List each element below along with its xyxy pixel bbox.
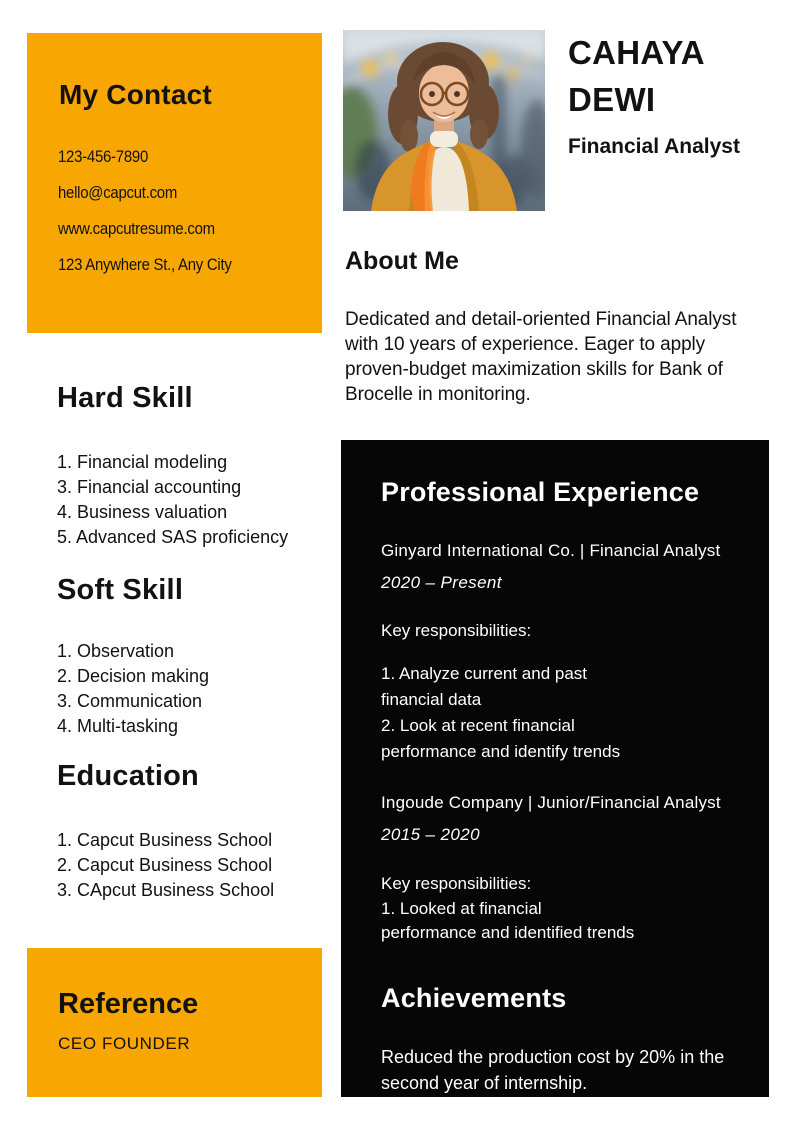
job-title: Financial Analyst <box>568 135 740 158</box>
list-item: 1. Capcut Business School <box>57 829 273 850</box>
soft-skill-title: Soft Skill <box>57 574 184 606</box>
first-name: CAHAYA <box>568 34 705 71</box>
company-line: Ginyard International Co. | Financial Analyst <box>381 541 721 561</box>
list-item: 3. Communication <box>57 690 203 711</box>
responsibility-line: performance and identify trends <box>381 742 621 762</box>
contact-website: www.capcutresume.com <box>58 219 215 238</box>
list-item: 4. Multi-tasking <box>57 715 179 736</box>
contact-list <box>58 147 322 291</box>
employment-period: 2015 – 2020 <box>381 825 480 845</box>
responsibilities-list <box>381 897 753 945</box>
list-item: 2. Decision making <box>57 665 210 686</box>
responsibility-line: financial data <box>381 690 482 710</box>
education-section <box>57 759 274 903</box>
soft-skill-list <box>57 639 209 739</box>
name-block <box>568 29 740 159</box>
about-title: About Me <box>345 247 459 275</box>
list-item: 2. Capcut Business School <box>57 854 273 875</box>
responsibilities-label: Key responsibilities: <box>381 621 532 641</box>
soft-skill-section <box>57 573 209 739</box>
contact-phone: 123-456-7890 <box>58 147 149 166</box>
responsibilities-list <box>381 661 753 765</box>
contact-card <box>27 33 322 333</box>
achievements-title: Achievements <box>381 983 567 1014</box>
responsibility-line: 2. Look at recent financial <box>381 716 575 736</box>
list-item: 1. Financial modeling <box>57 451 228 472</box>
list-item: 3. CApcut Business School <box>57 879 275 900</box>
list-item: 5. Advanced SAS proficiency <box>57 526 289 547</box>
reference-card <box>27 948 322 1097</box>
list-item: 4. Business valuation <box>57 501 228 522</box>
about-section <box>345 247 777 407</box>
last-name: DEWI <box>568 81 656 118</box>
education-list <box>57 828 274 903</box>
reference-title: Reference <box>58 988 199 1020</box>
experience-title: Professional Experience <box>381 477 700 507</box>
experience-entry <box>381 793 753 945</box>
list-item: 3. Financial accounting <box>57 476 242 497</box>
responsibility-line: performance and identified trends <box>381 923 635 943</box>
hard-skill-list <box>57 450 288 550</box>
contact-address: 123 Anywhere St., Any City <box>58 255 232 274</box>
company-line: Ingoude Company | Junior/Financial Analyst <box>381 793 721 813</box>
reference-name: CEO FOUNDER <box>58 1034 191 1053</box>
experience-entry <box>381 541 753 765</box>
about-text: Dedicated and detail-oriented Financial Analyst with 10 years of experience. Eager to apply proven-budget maximization skills for Bank of Brocelle in monitoring. <box>345 309 737 405</box>
hard-skill-title: Hard Skill <box>57 382 193 414</box>
experience-card <box>341 440 769 1097</box>
employment-period: 2020 – Present <box>381 573 502 593</box>
hard-skill-section <box>57 381 288 550</box>
responsibility-line: 1. Looked at financial <box>381 899 542 919</box>
responsibilities-label: Key responsibilities: <box>381 874 532 894</box>
person-name <box>568 29 740 123</box>
responsibility-line: 1. Analyze current and past <box>381 664 588 684</box>
list-item: 1. Observation <box>57 640 175 661</box>
portrait-photo <box>343 30 545 211</box>
achievements-text: Reduced the production cost by 20% in the second year of internship. <box>381 1046 725 1093</box>
contact-email: hello@capcut.com <box>58 183 178 202</box>
education-title: Education <box>57 760 199 792</box>
portrait-photo-image <box>343 30 545 211</box>
contact-title: My Contact <box>59 79 212 110</box>
